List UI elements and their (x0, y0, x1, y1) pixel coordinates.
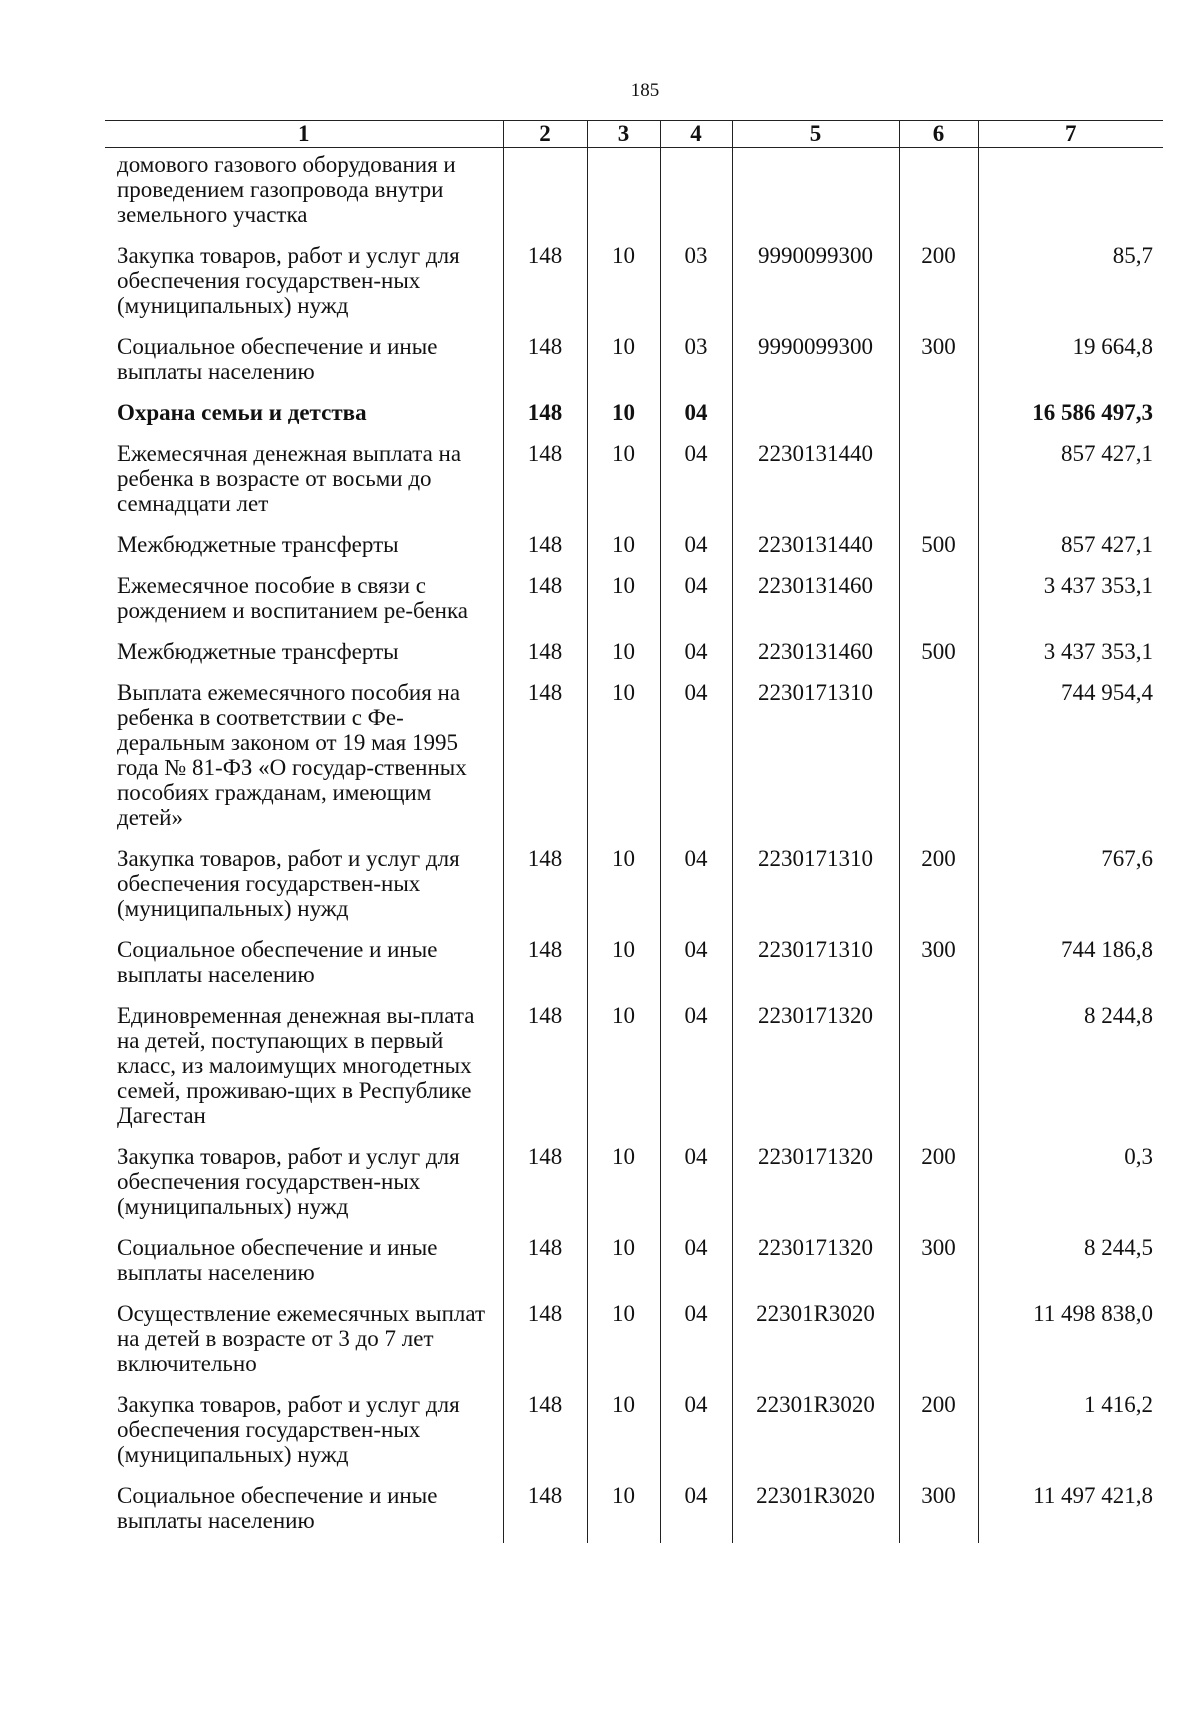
row-description: Межбюджетные трансферты (117, 532, 399, 557)
row-amount: 744 186,8 (978, 931, 1163, 997)
row-expense-type-code (899, 997, 978, 1138)
table-row (105, 567, 1163, 633)
table-row (105, 394, 1163, 435)
row-amount: 744 954,4 (978, 674, 1163, 840)
table-row (105, 1229, 1163, 1295)
row-section-code: 10 (587, 931, 660, 997)
row-department-code: 148 (503, 840, 587, 931)
row-expense-type-code: 500 (899, 633, 978, 674)
row-subsection-code: 04 (660, 997, 732, 1138)
row-subsection-code: 04 (660, 394, 732, 435)
row-amount: 11 498 838,0 (978, 1295, 1163, 1386)
row-department-code: 148 (503, 237, 587, 328)
row-section-code: 10 (587, 567, 660, 633)
row-department-code: 148 (503, 394, 587, 435)
row-description: Ежемесячная денежная выплата на ребенка в возрасте от восьми до семнадцати лет (117, 441, 462, 516)
row-subsection-code (660, 148, 732, 238)
row-expense-type-code: 300 (899, 328, 978, 394)
row-subsection-code: 04 (660, 1386, 732, 1477)
row-section-code: 10 (587, 674, 660, 840)
row-expense-type-code (899, 148, 978, 238)
row-department-code: 148 (503, 931, 587, 997)
row-section-code (587, 148, 660, 238)
row-subsection-code: 04 (660, 840, 732, 931)
row-subsection-code: 04 (660, 674, 732, 840)
row-section-code: 10 (587, 394, 660, 435)
row-expense-type-code (899, 435, 978, 526)
page-number: 185 (630, 80, 660, 101)
row-section-code: 10 (587, 1138, 660, 1229)
row-section-code: 10 (587, 1229, 660, 1295)
row-department-code: 148 (503, 567, 587, 633)
row-target-article-code: 2230171320 (732, 1229, 899, 1295)
row-subsection-code: 04 (660, 1229, 732, 1295)
row-target-article-code: 22301R3020 (732, 1295, 899, 1386)
row-subsection-code: 03 (660, 328, 732, 394)
row-expense-type-code: 300 (899, 1229, 978, 1295)
row-section-code: 10 (587, 1295, 660, 1386)
row-amount: 19 664,8 (978, 328, 1163, 394)
row-amount: 8 244,5 (978, 1229, 1163, 1295)
row-amount (978, 148, 1163, 238)
row-subsection-code: 04 (660, 1477, 732, 1543)
row-description: Социальное обеспечение и иные выплаты населению (117, 1235, 438, 1285)
row-amount: 8 244,8 (978, 997, 1163, 1138)
row-amount: 3 437 353,1 (978, 567, 1163, 633)
row-section-code: 10 (587, 633, 660, 674)
row-expense-type-code: 200 (899, 840, 978, 931)
row-target-article-code: 2230171310 (732, 840, 899, 931)
table-body (105, 148, 1163, 1544)
row-target-article-code: 9990099300 (732, 328, 899, 394)
row-department-code: 148 (503, 674, 587, 840)
row-target-article-code: 2230171320 (732, 997, 899, 1138)
row-department-code: 148 (503, 1386, 587, 1477)
row-description: домового газового оборудования и проведением газопровода внутри земельного участка (117, 152, 456, 227)
row-department-code: 148 (503, 435, 587, 526)
table-row (105, 1295, 1163, 1386)
row-description: Ежемесячное пособие в связи с рождением и воспитанием ре-бенка (117, 573, 469, 623)
table-row (105, 931, 1163, 997)
row-department-code (503, 148, 587, 238)
row-target-article-code: 2230131440 (732, 435, 899, 526)
header-col-3: 3 (587, 121, 660, 148)
header-col-4: 4 (660, 121, 732, 148)
header-col-2: 2 (503, 121, 587, 148)
row-expense-type-code: 200 (899, 1386, 978, 1477)
row-section-code: 10 (587, 328, 660, 394)
table-row (105, 1386, 1163, 1477)
row-description: Закупка товаров, работ и услуг для обеспечения государствен-ных (муниципальных) нужд (117, 1144, 460, 1219)
row-amount: 16 586 497,3 (978, 394, 1163, 435)
row-department-code: 148 (503, 1229, 587, 1295)
row-department-code: 148 (503, 526, 587, 567)
row-target-article-code: 2230171320 (732, 1138, 899, 1229)
header-col-5: 5 (732, 121, 899, 148)
header-col-1: 1 (105, 121, 503, 148)
table-row (105, 435, 1163, 526)
table-row (105, 674, 1163, 840)
row-section-code: 10 (587, 526, 660, 567)
row-amount: 857 427,1 (978, 526, 1163, 567)
row-section-code: 10 (587, 237, 660, 328)
row-subsection-code: 03 (660, 237, 732, 328)
row-description: Закупка товаров, работ и услуг для обеспечения государствен-ных (муниципальных) нужд (117, 243, 460, 318)
row-subsection-code: 04 (660, 526, 732, 567)
row-expense-type-code: 500 (899, 526, 978, 567)
row-subsection-code: 04 (660, 633, 732, 674)
row-description: Межбюджетные трансферты (117, 639, 399, 664)
row-description: Единовременная денежная вы-плата на детей, поступающих в первый класс, из малоимущих многодетных семей, проживаю-щих в Республике Дагестан (117, 1003, 475, 1128)
row-target-article-code (732, 148, 899, 238)
row-department-code: 148 (503, 328, 587, 394)
row-expense-type-code: 200 (899, 237, 978, 328)
row-expense-type-code (899, 1295, 978, 1386)
table-row (105, 1138, 1163, 1229)
row-department-code: 148 (503, 633, 587, 674)
row-department-code: 148 (503, 1295, 587, 1386)
row-expense-type-code (899, 567, 978, 633)
row-section-code: 10 (587, 997, 660, 1138)
row-description: Социальное обеспечение и иные выплаты населению (117, 1483, 438, 1533)
table-row (105, 328, 1163, 394)
row-target-article-code: 2230131460 (732, 633, 899, 674)
row-target-article-code (732, 394, 899, 435)
row-amount: 0,3 (978, 1138, 1163, 1229)
table-row (105, 1477, 1163, 1543)
row-amount: 11 497 421,8 (978, 1477, 1163, 1543)
row-department-code: 148 (503, 1138, 587, 1229)
row-description: Охрана семьи и детства (117, 400, 367, 425)
row-expense-type-code (899, 394, 978, 435)
table-row (105, 840, 1163, 931)
row-subsection-code: 04 (660, 1138, 732, 1229)
row-target-article-code: 9990099300 (732, 237, 899, 328)
row-amount: 857 427,1 (978, 435, 1163, 526)
row-target-article-code: 2230131460 (732, 567, 899, 633)
row-description: Осуществление ежемесячных выплат на детей в возрасте от 3 до 7 лет включительно (117, 1301, 486, 1376)
row-target-article-code: 2230171310 (732, 674, 899, 840)
row-expense-type-code: 300 (899, 931, 978, 997)
row-amount: 1 416,2 (978, 1386, 1163, 1477)
row-target-article-code: 22301R3020 (732, 1386, 899, 1477)
row-section-code: 10 (587, 1386, 660, 1477)
row-description: Социальное обеспечение и иные выплаты населению (117, 937, 438, 987)
row-description: Закупка товаров, работ и услуг для обеспечения государствен-ных (муниципальных) нужд (117, 846, 460, 921)
row-amount: 767,6 (978, 840, 1163, 931)
row-section-code: 10 (587, 840, 660, 931)
row-section-code: 10 (587, 435, 660, 526)
row-subsection-code: 04 (660, 435, 732, 526)
table-row (105, 526, 1163, 567)
budget-table (105, 120, 1163, 1543)
row-expense-type-code: 200 (899, 1138, 978, 1229)
table-row (105, 148, 1163, 238)
header-col-7: 7 (978, 121, 1163, 148)
row-target-article-code: 22301R3020 (732, 1477, 899, 1543)
header-row (105, 121, 1163, 148)
row-subsection-code: 04 (660, 1295, 732, 1386)
row-subsection-code: 04 (660, 567, 732, 633)
table-row (105, 997, 1163, 1138)
table-row (105, 633, 1163, 674)
row-target-article-code: 2230131440 (732, 526, 899, 567)
row-department-code: 148 (503, 1477, 587, 1543)
row-amount: 85,7 (978, 237, 1163, 328)
row-target-article-code: 2230171310 (732, 931, 899, 997)
row-department-code: 148 (503, 997, 587, 1138)
header-col-6: 6 (899, 121, 978, 148)
row-description: Закупка товаров, работ и услуг для обеспечения государствен-ных (муниципальных) нужд (117, 1392, 460, 1467)
row-expense-type-code: 300 (899, 1477, 978, 1543)
row-subsection-code: 04 (660, 931, 732, 997)
row-amount: 3 437 353,1 (978, 633, 1163, 674)
table-row (105, 237, 1163, 328)
row-description: Социальное обеспечение и иные выплаты населению (117, 334, 438, 384)
row-expense-type-code (899, 674, 978, 840)
row-section-code: 10 (587, 1477, 660, 1543)
row-description: Выплата ежемесячного пособия на ребенка в соответствии с Фе-деральным законом от 19 мая 1995 года № 81-ФЗ «О государ-ственных пособиях гражданам, имеющим детей» (117, 680, 467, 830)
